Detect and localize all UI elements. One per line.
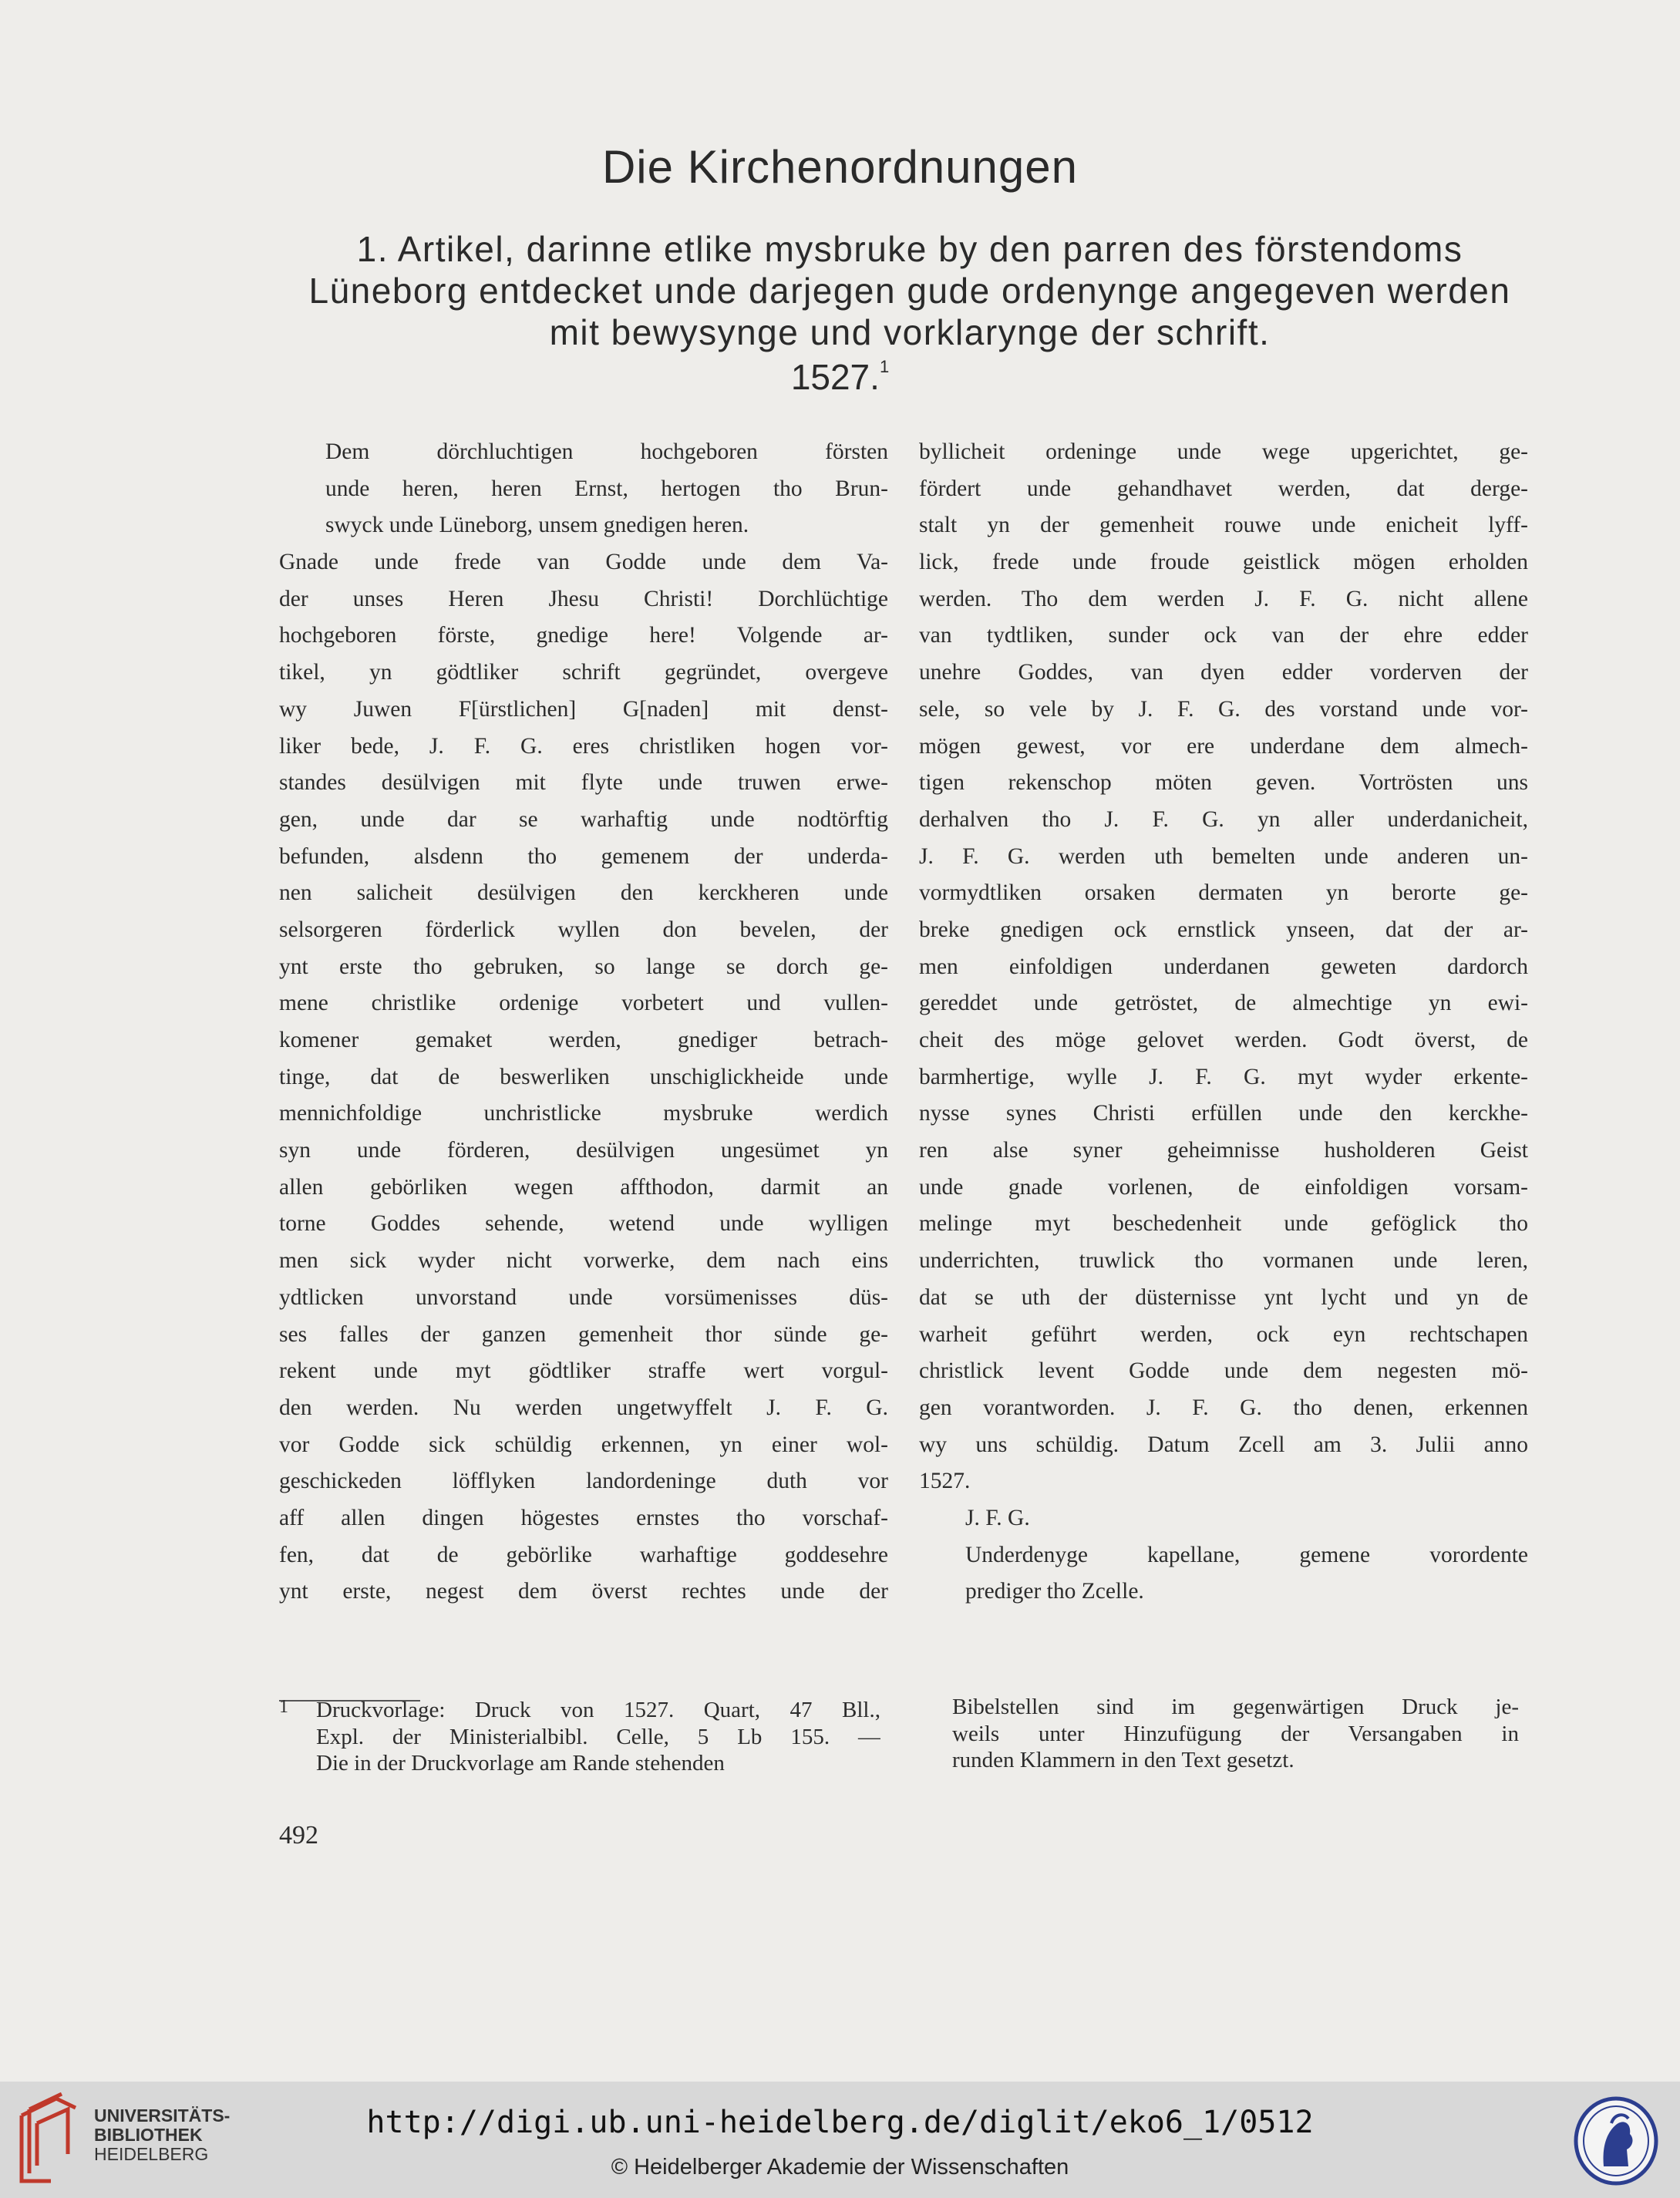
footnote-line: weils unter Hinzufügung der Versangaben in bbox=[952, 1721, 1519, 1746]
text-line: vormydtliken orsaken dermaten yn berorte ge- bbox=[919, 880, 1528, 906]
section-heading-line: Lüneborg entdecket unde darjegen gude ordenynge angegeven werden bbox=[308, 271, 1511, 311]
text-line: tinge, dat de beswerliken unschiglickheide unde bbox=[279, 1064, 888, 1089]
text-line: barmhertige, wylle J. F. G. myt wyder erkente- bbox=[919, 1064, 1528, 1089]
text-line: unde gnade vorlenen, de einfoldigen vorsam- bbox=[919, 1174, 1528, 1200]
footnote-text: Expl. der Ministerialbibl. Celle, 5 Lb 155. — bbox=[316, 1724, 880, 1749]
copyright-notice: © Heidelberger Akademie der Wissenschaften bbox=[611, 2155, 1069, 2179]
text-line: syn unde förderen, desülvigen ungesümet yn bbox=[279, 1138, 888, 1163]
text-line: unde heren, heren Ernst, hertogen tho Brun- bbox=[325, 476, 888, 501]
text-line: aff allen dingen högestes ernstes tho vorschaf- bbox=[279, 1505, 888, 1530]
text-line: tikel, yn gödtliker schrift gegründet, overgeve bbox=[279, 660, 888, 685]
footnote-line bbox=[279, 1724, 880, 1751]
text-line: J. F. G. werden uth bemelten unde anderen un- bbox=[919, 843, 1528, 869]
text-line: J. F. G. bbox=[965, 1505, 1030, 1530]
text-line: fen, dat de gebörlike warhaftige goddesehre bbox=[279, 1542, 888, 1567]
text-line: gereddet unde getröstet, de almechtige yn ewi- bbox=[919, 991, 1528, 1016]
text-line: men einfoldigen underdanen geweten dardorch bbox=[919, 954, 1528, 979]
text-line: selsorgeren förderlick wyllen don bevelen, der bbox=[279, 917, 888, 942]
text-line: swyck unde Lüneborg, unsem gnedigen heren. bbox=[325, 513, 749, 538]
text-line: werden. Tho dem werden J. F. G. nicht allene bbox=[919, 586, 1528, 611]
footnote-mark: 1 bbox=[879, 357, 890, 376]
text-line: der unses Heren Jhesu Christi! Dorchlüchtige bbox=[279, 586, 888, 611]
footnote-line: runden Klammern in den Text gesetzt. bbox=[952, 1748, 1295, 1772]
footnote-left-column bbox=[279, 1694, 880, 1777]
text-line: breke gnedigen ock ernstlick ynseen, dat der ar- bbox=[919, 917, 1528, 942]
section-heading bbox=[262, 228, 1557, 353]
text-line: warheit geführt werden, ock eyn rechtschapen bbox=[919, 1321, 1528, 1347]
text-line: 1527. bbox=[919, 1469, 971, 1494]
text-line: men sick wyder nicht vorwerke, dem nach eins bbox=[279, 1248, 888, 1274]
footnote-line bbox=[279, 1750, 880, 1777]
right-text-column bbox=[919, 434, 1528, 1611]
footnote-text: Die in der Druckvorlage am Rande stehenden bbox=[316, 1751, 725, 1776]
text-line: cheit des möge gelovet werden. Godt överst, de bbox=[919, 1028, 1528, 1052]
text-line: mene christlike ordenige vorbetert und vullen- bbox=[279, 991, 888, 1016]
text-line: komener gemaket werden, gnediger betrach- bbox=[279, 1028, 888, 1052]
text-line: wy uns schüldig. Datum Zcell am 3. Julii anno bbox=[919, 1432, 1528, 1457]
text-line: ydtlicken unvorstand unde vorsümenisses düs- bbox=[279, 1284, 888, 1310]
year-text: 1527. bbox=[790, 357, 880, 397]
text-line: byllicheit ordeninge unde wege upgerichtet, ge- bbox=[919, 439, 1528, 464]
footnote-line bbox=[279, 1694, 880, 1724]
text-line: ynt erste tho gebruken, so lange se dorch ge- bbox=[279, 954, 888, 979]
text-line: liker bede, J. F. G. eres christliken hogen vor- bbox=[279, 733, 888, 759]
heidelberg-seal-icon[interactable] bbox=[1573, 2095, 1659, 2186]
section-heading-line: mit bewysynge und vorklarynge der schrift. bbox=[549, 312, 1271, 352]
text-line: christlick levent Godde unde dem negesten mö- bbox=[919, 1358, 1528, 1384]
section-heading-line: 1. Artikel, darinne etlike mysbruke by den parren des förstendoms bbox=[356, 229, 1463, 269]
text-line: vor Godde sick schüldig erkennen, yn einer wol- bbox=[279, 1432, 888, 1457]
text-line: befunden, alsdenn tho gemenem der underda- bbox=[279, 843, 888, 869]
section-year bbox=[0, 356, 1680, 398]
text-line: mögen gewest, vor ere underdane dem almech- bbox=[919, 733, 1528, 759]
text-line: ren alse syner geheimnisse husholderen Geist bbox=[919, 1138, 1528, 1163]
text-line: prediger tho Zcelle. bbox=[965, 1579, 1144, 1604]
text-line: standes desülvigen mit flyte unde truwen erwe- bbox=[279, 770, 888, 796]
text-line: torne Goddes sehende, wetend unde wylligen bbox=[279, 1211, 888, 1237]
text-line: den werden. Nu werden ungetwyffelt J. F. G. bbox=[279, 1395, 888, 1420]
document-url-link[interactable]: http://digi.ub.uni-heidelberg.de/diglit/eko6_1/0512 bbox=[366, 2105, 1314, 2140]
text-line: Gnade unde frede van Godde unde dem Va- bbox=[279, 550, 888, 575]
text-line: van tydtliken, sunder ock van der ehre edder bbox=[919, 623, 1528, 648]
text-line: derhalven tho J. F. G. yn aller underdanicheit, bbox=[919, 806, 1528, 832]
text-line: sele, so vele by J. F. G. des vorstand unde vor- bbox=[919, 696, 1528, 722]
text-line: allen gebörliken wegen affthodon, darmit an bbox=[279, 1174, 888, 1200]
text-line: ses falles der ganzen gemenheit thor sünde ge- bbox=[279, 1321, 888, 1347]
text-line: lick, frede unde froude geistlick mögen erholden bbox=[919, 550, 1528, 575]
footnote-right-column bbox=[952, 1694, 1519, 1774]
footnote-line: Bibelstellen sind im gegenwärtigen Druck je- bbox=[952, 1695, 1519, 1719]
text-line: wy Juwen F[ürstlichen] G[naden] mit denst- bbox=[279, 696, 888, 722]
library-name[interactable]: UNIVERSITÄTS- BIBLIOTHEK HEIDELBERG bbox=[94, 2105, 231, 2164]
text-line: nysse synes Christi erfüllen unde den kerckhe- bbox=[919, 1101, 1528, 1126]
text-line: nen salicheit desülvigen den kerckheren unde bbox=[279, 880, 888, 906]
left-text-column bbox=[279, 434, 888, 1611]
footnote-number: 1 bbox=[279, 1697, 288, 1717]
text-line: unehre Goddes, van dyen edder vorderven der bbox=[919, 660, 1528, 685]
text-line: rekent unde myt gödtliker straffe wert vorgul- bbox=[279, 1358, 888, 1384]
page-title: Die Kirchenordnungen bbox=[601, 141, 1079, 193]
text-line: fördert unde gehandhavet werden, dat derge- bbox=[919, 476, 1528, 501]
footnote-text: Druckvorlage: Druck von 1527. Quart, 47 Bll., bbox=[316, 1698, 880, 1722]
text-line: mennichfoldige unchristlicke mysbruke werdich bbox=[279, 1101, 888, 1126]
text-line: underrichten, truwlick tho vormanen unde leren, bbox=[919, 1248, 1528, 1274]
text-line: Underdenyge kapellane, gemene vorordente bbox=[965, 1542, 1528, 1567]
text-line: stalt yn der gemenheit rouwe unde enicheit lyff- bbox=[919, 513, 1528, 538]
text-line: melinge myt beschedenheit unde geföglick tho bbox=[919, 1211, 1528, 1237]
text-line: dat se uth der düsternisse ynt lycht und yn de bbox=[919, 1284, 1528, 1310]
page-number: 492 bbox=[279, 1821, 318, 1850]
text-line: ynt erste, negest dem överst rechtes unde der bbox=[279, 1579, 888, 1604]
text-line: geschickeden löfflyken landordeninge duth vor bbox=[279, 1469, 888, 1494]
text-line: gen, unde dar se warhaftig unde nodtörftig bbox=[279, 806, 888, 832]
text-line: hochgeboren förste, gnedige here! Volgende ar- bbox=[279, 623, 888, 648]
text-line: tigen rekenschop möten geven. Vortrösten uns bbox=[919, 770, 1528, 796]
text-line: gen vorantworden. J. F. G. tho denen, erkennen bbox=[919, 1395, 1528, 1420]
text-line: Dem dörchluchtigen hochgeboren försten bbox=[325, 439, 888, 464]
